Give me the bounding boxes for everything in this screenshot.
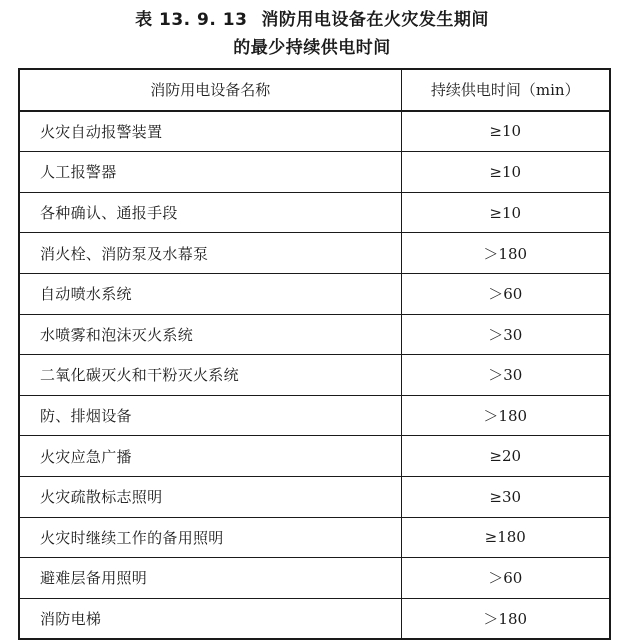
table-row (19, 314, 610, 355)
duration-cell: ＞30 (401, 355, 610, 396)
table-row (19, 558, 610, 599)
duration-cell: ≥30 (401, 476, 610, 517)
table-row (19, 395, 610, 436)
table-row (19, 192, 610, 233)
table-row (19, 598, 610, 639)
duration-cell: ≥10 (401, 192, 610, 233)
duration-cell: ≥180 (401, 517, 610, 558)
table-row (19, 355, 610, 396)
caption-title-part-2: 的最少持续供电时间 (233, 38, 391, 58)
equipment-name-cell: 消火栓、消防泵及水幕泵 (19, 233, 401, 274)
equipment-name-cell: 火灾应急广播 (19, 436, 401, 477)
equipment-name-cell: 自动喷水系统 (19, 273, 401, 314)
table-body (19, 111, 610, 640)
table-row (19, 152, 610, 193)
table-caption (0, 6, 624, 62)
duration-cell: ＞60 (401, 273, 610, 314)
header-equipment-name: 消防用电设备名称 (19, 69, 401, 111)
duration-cell: ≥20 (401, 436, 610, 477)
caption-title-part-1: 消防用电设备在火灾发生期间 (261, 10, 489, 30)
equipment-name-cell: 消防电梯 (19, 598, 401, 639)
duration-cell: ＞30 (401, 314, 610, 355)
table-row (19, 233, 610, 274)
power-supply-duration-table (18, 68, 611, 640)
equipment-name-cell: 各种确认、通报手段 (19, 192, 401, 233)
equipment-name-cell: 火灾自动报警装置 (19, 111, 401, 152)
table-row (19, 111, 610, 152)
duration-cell: ＞60 (401, 558, 610, 599)
table-row (19, 273, 610, 314)
duration-cell: ＞180 (401, 233, 610, 274)
table-row (19, 517, 610, 558)
table-row (19, 476, 610, 517)
equipment-name-cell: 二氧化碳灭火和干粉灭火系统 (19, 355, 401, 396)
duration-cell: ≥10 (401, 111, 610, 152)
caption-line-1 (0, 6, 624, 34)
equipment-name-cell: 避难层备用照明 (19, 558, 401, 599)
duration-cell: ＞180 (401, 395, 610, 436)
duration-cell: ＞180 (401, 598, 610, 639)
equipment-name-cell: 水喷雾和泡沫灭火系统 (19, 314, 401, 355)
duration-cell: ≥10 (401, 152, 610, 193)
table-number: 表 13. 9. 13 (135, 10, 248, 30)
equipment-name-cell: 火灾时继续工作的备用照明 (19, 517, 401, 558)
table-row (19, 436, 610, 477)
equipment-name-cell: 防、排烟设备 (19, 395, 401, 436)
equipment-name-cell: 人工报警器 (19, 152, 401, 193)
equipment-name-cell: 火灾疏散标志照明 (19, 476, 401, 517)
header-supply-duration: 持续供电时间（min） (401, 69, 610, 111)
table-header-row (19, 69, 610, 111)
